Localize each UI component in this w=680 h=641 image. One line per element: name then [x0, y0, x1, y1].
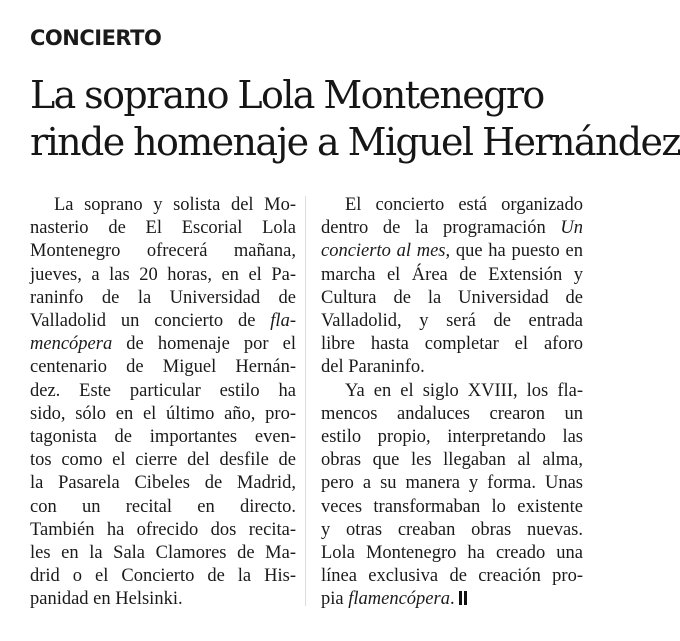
text-line: drid o el Concierto de la His- — [30, 566, 296, 587]
text-line: También ha ofrecido dos recita- — [30, 519, 296, 540]
text-line: jueves, a las 20 horas, en el Pa- — [30, 264, 296, 285]
article-column-right — [321, 194, 583, 612]
italic-term: concierto al mes — [321, 241, 446, 262]
text-line: pero a su manera y forma. Unas — [321, 473, 583, 494]
text-line: con un recital en directo. — [30, 496, 296, 517]
text-line: tagonista de importantes even- — [30, 427, 296, 448]
text-line: Lola Montenegro ha creado una — [321, 543, 583, 564]
text-line — [321, 240, 583, 263]
text-line: La soprano y solista del Mo- — [54, 195, 296, 215]
text-line: les en la Sala Clamores de Ma- — [30, 543, 296, 564]
paragraph-2 — [321, 194, 583, 380]
text-line: Cultura de la Universidad de — [321, 287, 583, 308]
text-line: nasterio de El Escorial Lola — [30, 218, 296, 239]
text-line: estilo propio, interpretando las — [321, 427, 583, 448]
text-line — [30, 310, 296, 333]
text-line: del Paraninfo. — [321, 357, 425, 378]
headline-line-2: rinde homenaje a Miguel Hernández — [30, 120, 680, 164]
italic-term: Un — [560, 218, 583, 239]
text-line: raninfo de la Universidad de — [30, 287, 296, 308]
text-line: la Pasarela Cibeles de Madrid, — [30, 473, 296, 494]
column-divider — [305, 196, 306, 606]
section-kicker: CONCIERTO — [30, 26, 162, 50]
text-line: marcha el Área de Extensión y — [321, 264, 583, 285]
text-line: Valladolid, y será de entrada — [321, 311, 583, 332]
text-line — [30, 333, 296, 356]
italic-term: fla- — [270, 311, 296, 332]
text-line — [321, 217, 583, 240]
text-line: Montenegro ofrecerá mañana, — [30, 241, 296, 262]
text-line: centenario de Miguel Hernán- — [30, 357, 296, 378]
paragraph-1 — [30, 194, 296, 612]
article-column-left — [30, 194, 296, 612]
text-line: y otras creaban obras nuevas. — [321, 519, 583, 540]
text-line: dez. Este particular estilo ha — [30, 380, 296, 401]
italic-term: flamencópera — [348, 589, 450, 610]
text-line: mencos andaluces crearon un — [321, 403, 583, 424]
text-fragment: pia — [321, 589, 349, 610]
text-line — [321, 588, 583, 611]
text-line: tos como el cierre del desfile de — [30, 450, 296, 471]
text-line: veces transformaban lo existente — [321, 496, 583, 517]
text-line: panidad en Helsinki. — [30, 589, 183, 610]
text-fragment: , que ha puesto en — [445, 241, 583, 262]
end-of-article-mark-icon — [459, 591, 467, 605]
italic-term: mencópera — [30, 334, 113, 355]
text-fragment: . — [449, 589, 455, 610]
text-fragment: Valladolid un concierto de — [30, 311, 271, 332]
text-line: obras que les llegaban al alma, — [321, 450, 583, 471]
headline-line-1: La soprano Lola Montenegro — [30, 73, 544, 117]
text-line: Ya en el siglo XVIII, los fla- — [345, 380, 583, 401]
text-line: El concierto está organizado — [345, 195, 583, 215]
paragraph-3 — [321, 380, 583, 612]
text-fragment: dentro de la programación — [321, 218, 561, 239]
text-line: libre hasta completar el aforo — [321, 334, 583, 355]
text-fragment: de homenaje por el — [112, 334, 296, 355]
article-headline — [30, 72, 680, 166]
text-line: sido, sólo en el último año, pro- — [30, 403, 296, 424]
text-line: línea exclusiva de creación pro- — [321, 566, 583, 587]
